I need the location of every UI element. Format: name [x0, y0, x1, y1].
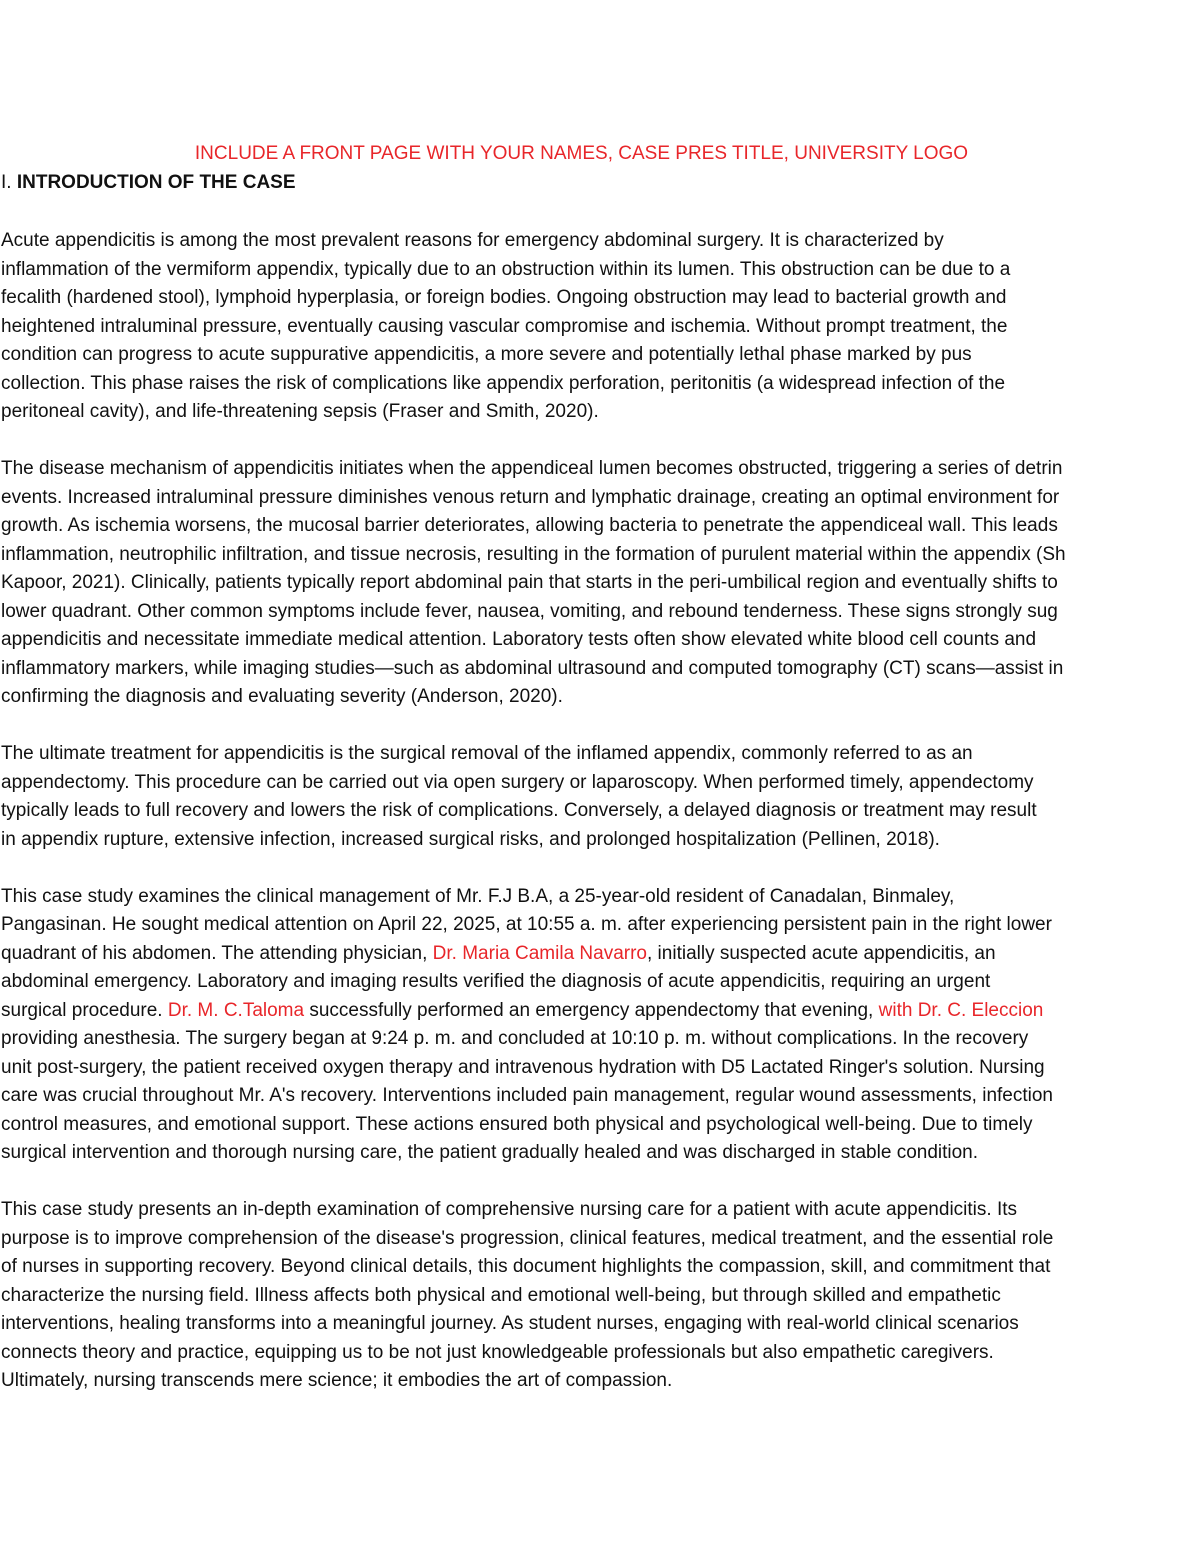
text-line: providing anesthesia. The surgery began at 9:24 p. m. and concluded at 10:10 p. m. without complications. In the recovery: [1, 1028, 1029, 1049]
text-line: This case study examines the clinical management of Mr. F.J B.A, a 25-year-old resident of Canadalan, Binmaley,: [1, 885, 955, 907]
text-line: abdominal emergency. Laboratory and imaging results verified the diagnosis of acute appendicitis, requiring an urgent: [1, 971, 991, 992]
text-line: characterize the nursing field. Illness affects both physical and emotional well-being, but through skilled and empathetic: [1, 1284, 1001, 1306]
section-title: INTRODUCTION OF THE CASE: [16, 172, 296, 193]
text-line: of nurses in supporting recovery. Beyond clinical details, this document highlights the compassion, skill, and commitment that: [1, 1256, 1051, 1277]
text-line: appendectomy. This procedure can be carried out via open surgery or laparoscopy. When performed timely, appendectomy: [1, 771, 1034, 793]
text-run: surgical procedure.: [1, 999, 168, 1021]
text-line: The ultimate treatment for appendicitis is the surgical removal of the inflamed appendix, commonly referred to as an: [1, 743, 973, 764]
text-line: inflammatory markers, while imaging studies—such as abdominal ultrasound and computed tomography (CT) scans—assist in: [1, 657, 1064, 679]
text-line: surgical intervention and thorough nursing care, the patient gradually healed and was discharged in stable condition.: [1, 1142, 979, 1163]
text-run: successfully performed an emergency appendectomy that evening,: [304, 999, 879, 1021]
text-line: Acute appendicitis is among the most prevalent reasons for emergency abdominal surgery. It is characterized by: [1, 230, 944, 251]
text-line: in appendix rupture, extensive infection, increased surgical risks, and prolonged hospitalization (Pellinen, 2018).: [1, 828, 940, 850]
text-line: The disease mechanism of appendicitis initiates when the appendiceal lumen becomes obstructed, triggering a series of detrin: [1, 458, 1063, 479]
physician-name: Dr. Maria Camila Navarro: [432, 942, 647, 964]
text-line: Ultimately, nursing transcends mere science; it embodies the art of compassion.: [1, 1370, 673, 1391]
text-line: inflammation, neutrophilic infiltration, and tissue necrosis, resulting in the formation of purulent material within the appendix (Sh: [1, 543, 1066, 565]
paragraph-purpose: [1, 1196, 1200, 1396]
text-line: lower quadrant. Other common symptoms include fever, nausea, vomiting, and rebound tenderness. These signs strongly sug: [1, 600, 1058, 622]
anesthesiologist-name: with Dr. C. Eleccion: [878, 999, 1044, 1021]
text-line: control measures, and emotional support. These actions ensured both physical and psychological well-being. Due to timely: [1, 1113, 1033, 1135]
paragraph-case-summary: [1, 883, 1200, 1168]
text-line: Kapoor, 2021). Clinically, patients typically report abdominal pain that starts in the peri-umbilical region and eventually shifts to: [1, 572, 1058, 593]
text-line: growth. As ischemia worsens, the mucosal barrier deteriorates, allowing bacteria to penetrate the appendiceal wall. This leads: [1, 515, 1058, 536]
section-number: I.: [1, 172, 17, 193]
text-line: heightened intraluminal pressure, eventually causing vascular compromise and ischemia. Without prompt treatment, the: [1, 315, 1008, 337]
text-line: unit post-surgery, the patient received oxygen therapy and intravenous hydration with D5 Lactated Ringer's solution. Nursing: [1, 1056, 1045, 1078]
text-line: typically leads to full recovery and lowers the risk of complications. Conversely, a delayed diagnosis or treatment may result: [1, 800, 1037, 821]
text-line: fecalith (hardened stool), lymphoid hyperplasia, or foreign bodies. Ongoing obstruction may lead to bacterial growth and: [1, 287, 1007, 308]
text-line: confirming the diagnosis and evaluating severity (Anderson, 2020).: [1, 686, 563, 707]
text-line: [1, 940, 1200, 969]
paragraph-treatment: [1, 740, 1200, 854]
text-line: connects theory and practice, equipping us to be not just knowledgeable professionals but also empathetic caregivers.: [1, 1341, 994, 1363]
text-line: Pangasinan. He sought medical attention on April 22, 2025, at 10:55 a. m. after experiencing persistent pain in the right lower: [1, 914, 1052, 935]
surgeon-name: Dr. M. C.Taloma: [167, 999, 305, 1021]
text-line: collection. This phase raises the risk of complications like appendix perforation, peritonitis (a widespread infection of the: [1, 372, 1006, 394]
text-line: care was crucial throughout Mr. A's recovery. Interventions included pain management, regular wound assessments, infection: [1, 1085, 1053, 1106]
paragraph-definition: [1, 227, 1200, 427]
text-line: This case study presents an in-depth examination of comprehensive nursing care for a patient with acute appendicitis. Its: [1, 1199, 1017, 1220]
paragraph-mechanism: [1, 455, 1200, 712]
text-line: [1, 997, 1200, 1026]
text-line: appendicitis and necessitate immediate medical attention. Laboratory tests often show elevated white blood cell counts and: [1, 629, 1037, 650]
text-line: condition can progress to acute suppurative appendicitis, a more severe and potentially lethal phase marked by pus: [1, 344, 972, 365]
section-heading: [1, 170, 296, 196]
text-line: purpose is to improve comprehension of the disease's progression, clinical features, medical treatment, and the essential role: [1, 1227, 1054, 1249]
text-line: peritoneal cavity), and life-threatening sepsis (Fraser and Smith, 2020).: [1, 401, 599, 422]
document-body: [1, 227, 1200, 1424]
text-line: interventions, healing transforms into a meaningful journey. As student nurses, engaging with real-world clinical scenarios: [1, 1313, 1019, 1334]
text-line: events. Increased intraluminal pressure diminishes venous return and lymphatic drainage, creating an optimal environment for: [1, 486, 1060, 508]
text-line: inflammation of the vermiform appendix, typically due to an obstruction within its lumen. This obstruction can be due to a: [1, 258, 1011, 280]
front-page-notice: INCLUDE A FRONT PAGE WITH YOUR NAMES, CASE PRES TITLE, UNIVERSITY LOGO: [194, 143, 969, 164]
text-run: quadrant of his abdomen. The attending physician,: [1, 942, 433, 964]
text-run: , initially suspected acute appendicitis, an: [647, 942, 996, 964]
